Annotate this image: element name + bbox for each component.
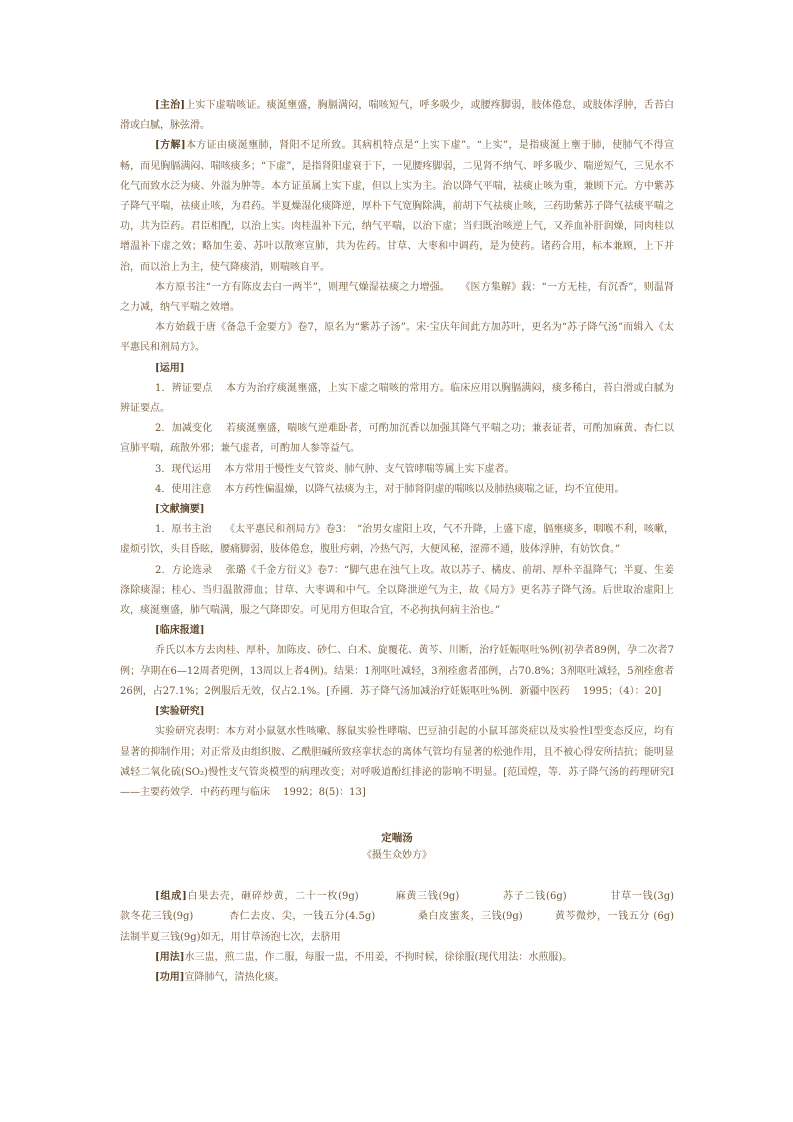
note-paragraph-2: 本方始载于唐《备急千金要方》卷7，原名为“紫苏子汤”。宋·宝庆年间此方加苏叶，更名为“苏子降气汤”而辑入《太平惠民和剂局方》。	[120, 322, 674, 354]
application-item-4: 4．使用注意 本方药性偏温燥，以降气祛痰为主，对于肺肾阴虚的喘咳以及肺热痰喘之证，均不宜使用。	[155, 483, 625, 495]
composition-text: 白果去壳，砸碎炒黄，二十一枚(9g) 麻黄三钱(9g) 苏子二钱(6g) 甘草一钱(3g) 款冬花三钱(9g) 杏仁去皮、尖，一钱五分(4.5g) 桑白皮蜜炙，三钱(9g) 黄芩微炒，一钱五分 (6g) 法制半夏三钱(9g)如无，用甘草汤泡七次，去脐用	[120, 891, 714, 943]
recipe-source: 《摄生众妙方》	[362, 850, 432, 862]
section-composition	[120, 887, 714, 948]
section-usage	[120, 948, 674, 968]
clinical-report-text: 乔氏以本方去肉桂、厚朴，加陈皮、砂仁、白术、旋覆花、黄芩、川断，治疗妊娠呕吐%例(初孕者89例，孕二次者7例；孕期在6—12周者兜例，13周以上者4例)。结果：1剂呕吐减轻，3剂痊愈者邵例，占70.8%；3剂呕吐减轻，5剂痊愈者26例，占27.1%；2例服后无效，仅占2.1%。[乔圃．苏子降气汤加减治疗妊娠呕吐%例．新疆中医药 1995；（4）：20]	[120, 645, 674, 697]
heading-usage: [用法]	[155, 951, 185, 963]
recipe-title: 定喘汤	[381, 832, 413, 845]
section-indications	[120, 96, 674, 136]
literature-item-2: 2．方论选录 张璐《千金方衍义》卷7：“脚气患在浊气上攻。故以苏子、橘皮、前胡、厚朴辛温降气；半夏、生姜涤除痰湿；桂心、当归温散滞血；甘草、大枣调和中气。全以降泄逆气为主，故《局方》更名苏子降气汤。后世取治虚阳上攻，痰涎壅盛，肺气喘满，服之气降即安。可见用方但取合宜，不必拘执何病主治也。”	[120, 564, 674, 617]
heading-literature-excerpts: [文献摘要]	[155, 504, 205, 516]
heading-experimental-research: [实验研究]	[155, 706, 205, 718]
section-formula-explanation	[120, 136, 674, 277]
formula-explanation-text: 本方证由痰涎壅肺，肾阳不足所致。其病机特点是“上实下虚”。“上实”，是指痰涎上壅于肺，使肺气不得宣畅，而见胸膈满闷、喘咳痰多；“下虚”，是指肾阳虚衰于下，一见腰疼脚弱，二见肾不纳气、呼多吸少、喘逆短气，三见水不化气而致水泛为痰、外溢为肿等。本方证虽属上实下虚，但以上实为主。治以降气平喘，祛痰止咳为重，兼顾下元。方中紫苏子降气平喘，祛痰止咳，为君药。半夏燥湿化痰降逆，厚朴下气宽胸除满，前胡下气祛痰止咳，三药助紫苏子降气祛痰平喘之功，共为臣药。君臣相配，以治上实。肉桂温补下元，纳气平喘，以治下虚；当归既治咳逆上气，又养血补肝润燥，同肉桂以增温补下虚之效；略加生姜、苏叶以散寒宣肺，共为佐药。甘草、大枣和中调药，是为使药。诸药合用，标本兼顾，上下并治，而以治上为主，使气降痰消，则喘咳自平。	[120, 140, 675, 273]
note-paragraph-1: 本方原书注“一方有陈皮去白一两半”，则理气燥湿祛痰之力增强。 《医方集解》载：“一方无桂，有沉香”，则温肾之力减，纳气平喘之效增。	[120, 281, 674, 314]
experimental-research-text: 实验研究表明：本方对小鼠氨水性咳嗽、豚鼠实验性哮喘、巴豆油引起的小鼠耳部炎症以及实验性Ⅰ型变态反应，均有显著的抑制作用；对正常及由组织胺、乙酰胆碱所致痉挛状态的离体气管均有显著的松弛作用，且不被心得安所拮抗；能明显减轻二氧化硫(SO₂)慢性支气管炎模型的病理改变；对呼吸道酚红排泌的影响不明显。[范国煌，等．苏子降气汤的药理研究Ⅰ——主要药效学．中药药理与临床 1992；8(5)：13]	[120, 726, 674, 798]
heading-functions: [功用]	[155, 971, 185, 983]
functions-text: 宣降肺气，清热化痰。	[184, 971, 285, 983]
usage-text: 水三盅，煎二盅，作二服，每服一盅，不用姜，不拘时候，徐徐服(现代用法：水煎服)。	[184, 951, 573, 963]
section-functions	[120, 968, 674, 988]
application-item-3: 3．现代运用 本方常用于慢性支气管炎、肺气肿、支气管哮喘等属上实下虚者。	[155, 463, 515, 475]
application-item-2: 2．加减变化 若痰涎壅盛，喘咳气逆难卧者，可酌加沉香以加强其降气平喘之功；兼表证者，可酌加麻黄、杏仁以宣肺平喘，疏散外邪；兼气虚者，可酌加人参等益气。	[120, 423, 674, 455]
heading-formula-explanation: [方解]	[155, 140, 186, 152]
heading-composition: [组成]	[155, 891, 187, 903]
application-item-1: 1．辨证要点 本方为治疗痰涎壅盛，上实下虚之喘咳的常用方。临床应用以胸膈满闷，痰多稀白，苔白滑或白腻为辨证要点。	[120, 382, 674, 415]
literature-item-1: 1．原书主治 《太平惠民和剂局方》卷3： “治男女虚阳上攻，气不升降，上盛下虚，膈壅痰多，咽喉不利，咳嗽，虚烦引饮，头目昏眩，腰痛脚弱，肢体倦怠，腹肚疞刺，冷热气泻，大便风秘，涩滞不通，肢体浮肿，有妨饮食。”	[120, 524, 674, 556]
heading-clinical-reports: [临床报道]	[155, 625, 205, 637]
indications-text: 上实下虚喘咳证。痰涎壅盛，胸膈满闷，喘咳短气，呼多吸少，或腰疼脚弱，肢体倦怠，或肢体浮肿，舌苔白滑或白腻，脉弦滑。	[120, 100, 675, 132]
text-column	[120, 96, 714, 988]
heading-application: [运用]	[155, 362, 185, 374]
heading-indications: [主治]	[155, 100, 186, 111]
